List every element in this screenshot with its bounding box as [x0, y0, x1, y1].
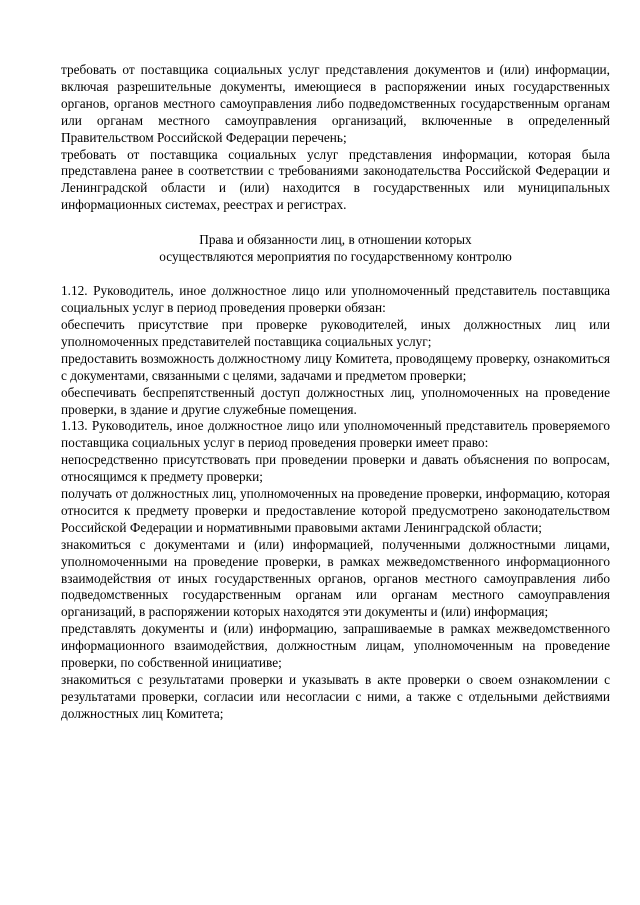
paragraph: обеспечить присутствие при проверке руководителей, иных должностных лиц или уполномоченных представителей поставщика социальных услуг; — [61, 316, 610, 349]
paragraph: требовать от поставщика социальных услуг представления документов и (или) информации, включая разрешительные документы, имеющиеся в распоряжении иных государственных органов, органов местного самоуправления либо подведомственных государственным органам или органам местного самоуправления организаций, включенные в определенный Правительством Российской Федерации перечень; — [61, 62, 610, 145]
paragraph: знакомиться с результатами проверки и указывать в акте проверки о своем ознакомлении с результатами проверки, согласии или несогласии с ними, а также с отдельными действиями должностных лиц Комитета; — [61, 672, 610, 721]
section-heading-line-1: Права и обязанности лиц, в отношении которых — [199, 232, 472, 248]
paragraph: 1.13. Руководитель, иное должностное лицо или уполномоченный представитель проверяемого поставщика социальных услуг в период проведения проверки имеет право: — [61, 418, 610, 451]
paragraph: представлять документы и (или) информацию, запрашиваемые в рамках межведомственного информационного взаимодействия, должностным лицам, уполномоченным на проведение проверки, по собственной инициативе; — [61, 621, 610, 671]
paragraph: знакомиться с документами и (или) информацией, полученными должностными лицами, уполномоченными на проведение проверки, в рамках межведомственного информационного взаимодействия от иных государственных органов, органов местного самоуправления либо подведомственных государственным органам или органам местного самоуправления организаций, в распоряжении которых находятся эти документы и (или) информация; — [61, 536, 610, 620]
paragraph: непосредственно присутствовать при проведении проверки и давать объяснения по вопросам, относящимся к предмету проверки; — [61, 452, 610, 485]
section-heading-line-2: осуществляются мероприятия по государственному контролю — [159, 249, 512, 265]
paragraph: обеспечивать беспрепятственный доступ должностных лиц, уполномоченных на проведение проверки, в здание и другие служебные помещения. — [61, 384, 610, 417]
paragraph: 1.12. Руководитель, иное должностное лицо или уполномоченный представитель поставщика социальных услуг в период проведения проверки обязан: — [61, 283, 610, 316]
paragraph: требовать от поставщика социальных услуг представления информации, которая была представлена ранее в соответствии с требованиями законодательства Российской Федерации и Ленинградской области и (или) находится в государственных или муниципальных информационных системах, реестрах и регистрах. — [61, 146, 610, 213]
paragraph: получать от должностных лиц, уполномоченных на проведение проверки, информацию, которая относится к предмету проверки и предоставление которой предусмотрено законодательством Российской Федерации и нормативными правовыми актами Ленинградской области; — [61, 486, 610, 535]
paragraph: предоставить возможность должностному лицу Комитета, проводящему проверку, ознакомиться с документами, связанными с целями, задачами и предметом проверки; — [61, 350, 610, 383]
